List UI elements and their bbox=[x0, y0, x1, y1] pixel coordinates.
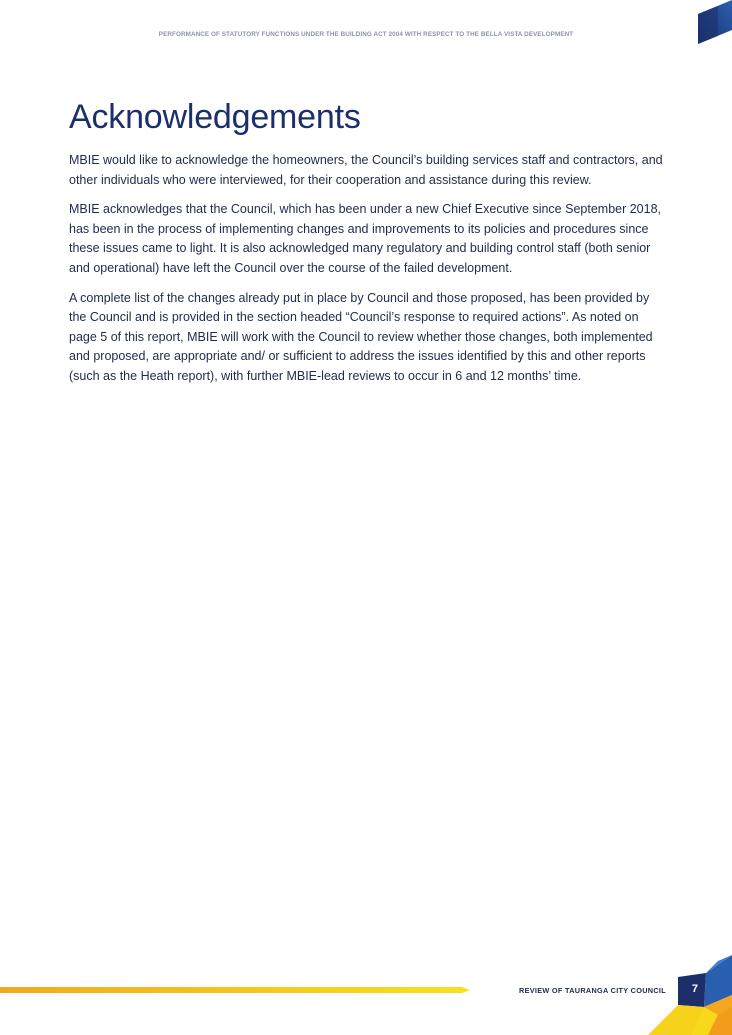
paragraph-1: MBIE would like to acknowledge the homeowners, the Council’s building services staff and contractors, and other individuals who were interviewed, for their cooperation and assistance during this review. bbox=[69, 153, 663, 187]
paragraph-2: MBIE acknowledges that the Council, which has been under a new Chief Executive since September 2018, has been in the process of implementing changes and improvements to its policies and procedures since these issues came to light. It is also acknowledged many regulatory and building control staff (both senior and operational) have left the Council over the course of the failed development. bbox=[69, 202, 662, 275]
footer-decoration bbox=[648, 955, 732, 1035]
page-title: Acknowledgements bbox=[69, 98, 361, 136]
footer-label: REVIEW OF TAURANGA CITY COUNCIL bbox=[519, 986, 666, 995]
paragraph-3: A complete list of the changes already put in place by Council and those proposed, has been provided by the Council and is provided in the section headed “Council’s response to required actions”. As noted on page 5 of this report, MBIE will work with the Council to review whether those changes, both implemented and proposed, are appropriate and/ or sufficient to address the issues identified by this and other reports (such as the Heath report), with further MBIE-lead reviews to occur in 6 and 12 months’ time. bbox=[69, 290, 653, 383]
body-text bbox=[69, 151, 669, 397]
running-header: PERFORMANCE OF STATUTORY FUNCTIONS UNDER THE BUILDING ACT 2004 WITH RESPECT TO THE BELLA VISTA DEVELOPMENT bbox=[158, 31, 574, 38]
corner-decoration bbox=[698, 0, 732, 44]
page-number: 7 bbox=[691, 983, 698, 995]
footer-accent-bar bbox=[0, 987, 470, 993]
